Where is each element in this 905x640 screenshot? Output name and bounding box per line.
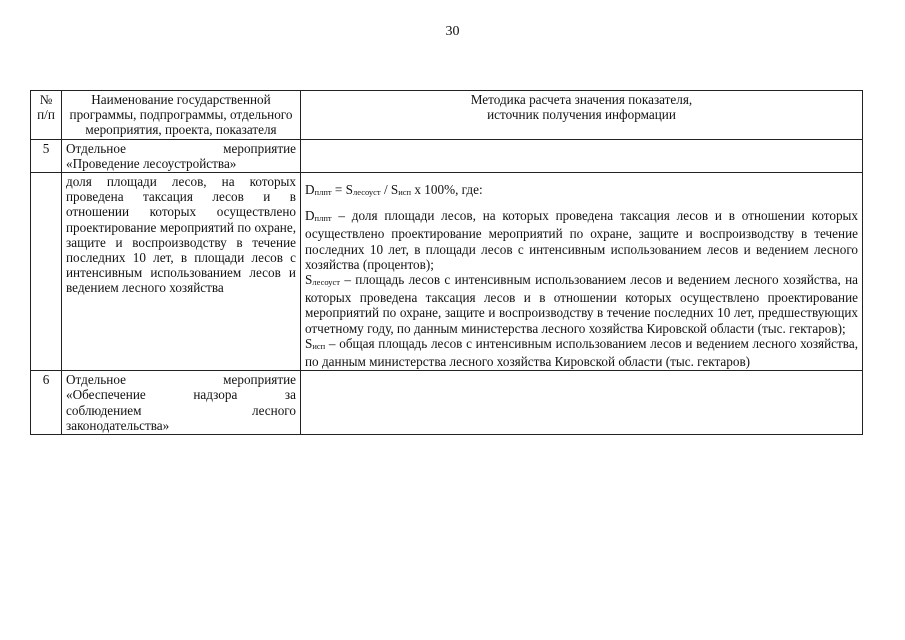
formula: Dплпт = Sлесоуст / Sисп x 100%, где: <box>305 182 483 198</box>
row-number: 6 <box>31 371 62 435</box>
row-method <box>301 371 863 435</box>
header-method-line2: источник получения информации <box>487 107 676 123</box>
header-method <box>301 91 863 140</box>
header-method-line1: Методика расчета значения показателя, <box>470 92 693 107</box>
definition-d: Dплпт – доля площади лесов, на которых проведена таксация лесов и в отношении которых осуществлено проектирование мероприятий по охране, защите и воспроизводству в течение последних 10 лет, в площади лесов с интенсивным использованием лесов и ведением лесного хозяйства (процентов); <box>305 208 858 272</box>
table-row <box>31 371 863 435</box>
table-header-row <box>31 91 863 140</box>
row-number <box>31 173 62 371</box>
row-number: 5 <box>31 139 62 172</box>
row-name-line3: соблюдением лесного <box>66 402 296 418</box>
header-number-line2: п/п <box>37 107 55 123</box>
row-name <box>62 139 301 172</box>
definition-s-isp: Sисп – общая площадь лесов с интенсивным использованием лесов и ведением лесного хозяйства, по данным министерства лесного хозяйства Кировской области (тыс. гектаров) <box>305 335 858 370</box>
row-name-line2: «Обеспечение надзора за <box>66 387 296 403</box>
indicator-methodology-table <box>30 90 863 435</box>
page-number: 30 <box>445 24 460 39</box>
row-name-line1: Отдельное мероприятие <box>66 140 296 156</box>
table-row <box>31 173 863 371</box>
header-name: Наименование государственной программы, подпрограммы, отдельного мероприятия, проекта, показателя <box>62 91 301 140</box>
row-method <box>301 139 863 172</box>
header-number-line1: № <box>39 92 53 107</box>
indicator-method <box>301 173 863 371</box>
row-name-line1: Отдельное мероприятие <box>66 372 296 388</box>
indicator-name: доля площади лесов, на которых проведена таксация лесов и в отношении которых осуществлено проектирование мероприятий по охране, защите и воспроизводству в течение последних 10 лет, в площади лесов с интенсивным использованием лесов и ведением лесного хозяйства <box>62 173 301 371</box>
definition-s-lesoust: Sлесоуст – площадь лесов с интенсивным использованием лесов и ведением лесного хозяйства, на которых проведена таксация лесов и в отношении которых осуществлено проектирование мероприятий по охране, защите и воспроизводству в течение последних 10 лет, предшествующих отчетному году, по данным министерства лесного хозяйства Кировской области (тыс. гектаров); <box>305 272 858 336</box>
row-name-line4: законодательства» <box>66 417 170 433</box>
row-name <box>62 371 301 435</box>
row-name-line2: «Проведение лесоустройства» <box>66 155 237 171</box>
table-row <box>31 139 863 172</box>
header-number <box>31 91 62 140</box>
